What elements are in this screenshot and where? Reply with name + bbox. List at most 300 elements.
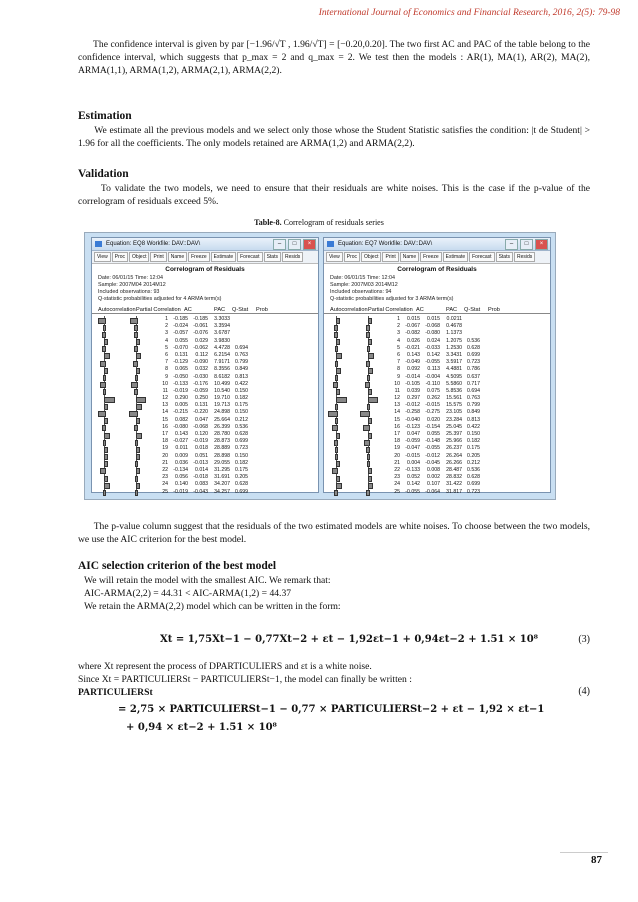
table-row [324, 395, 550, 402]
lag-cell: 5 [397, 344, 400, 351]
lag-cell: 15 [394, 416, 400, 423]
toolbar-button-resids[interactable]: Resids [282, 252, 303, 262]
close-icon[interactable]: × [535, 239, 548, 250]
table-row [92, 481, 318, 488]
ac-cell: -0.050 [173, 373, 188, 380]
correlation-bars [324, 323, 390, 330]
lag-cell: 22 [394, 466, 400, 473]
column-header: Autocorrelation [330, 307, 368, 313]
ac-cell: -0.019 [173, 387, 188, 394]
pac-cell: -0.154 [425, 423, 440, 430]
prob-cell: 0.694 [467, 387, 480, 394]
ac-cell: -0.134 [173, 466, 188, 473]
ac-cell: 0.131 [175, 351, 188, 358]
table-row [324, 417, 550, 424]
minimize-icon[interactable]: – [505, 239, 518, 250]
correlogram-figure [84, 232, 556, 500]
pac-cell: 0.051 [195, 452, 208, 459]
column-header: Prob [488, 307, 500, 313]
column-header: Q-Stat [464, 307, 481, 313]
aic-paragraph [78, 574, 590, 613]
correlation-bars [324, 481, 390, 488]
window-titlebar[interactable] [324, 238, 550, 251]
qstat-cell: 6.2154 [214, 351, 230, 358]
ac-bar [103, 490, 107, 496]
table-row [92, 409, 318, 416]
ac-cell: -0.014 [405, 373, 420, 380]
prob-cell: 0.699 [467, 481, 480, 488]
pac-cell: -0.055 [425, 359, 440, 366]
qstat-cell: 3.5917 [446, 359, 462, 366]
qstat-cell: 34.207 [214, 481, 230, 488]
qstat-cell: 5.8536 [446, 387, 462, 394]
pac-cell: -0.004 [425, 373, 440, 380]
pac-cell: 0.018 [195, 445, 208, 452]
prob-cell: 0.205 [467, 452, 480, 459]
toolbar-button-object[interactable]: Object [361, 252, 381, 262]
footer-divider [560, 852, 608, 853]
prob-cell: 0.150 [467, 431, 480, 437]
table-row [324, 467, 550, 474]
qstat-cell: 0.4678 [446, 323, 462, 330]
table-row [92, 431, 318, 438]
where-paragraph [78, 660, 590, 699]
toolbar-button-print[interactable]: Print [150, 252, 166, 262]
table-row [92, 323, 318, 330]
prob-cell: 0.182 [235, 459, 248, 466]
prob-cell: 0.694 [235, 344, 248, 351]
journal-header: International Journal of Economics and Financial Research, 2016, 2(5): 79-98 [318, 8, 620, 18]
ac-cell: -0.027 [173, 438, 188, 445]
lag-cell: 11 [162, 387, 168, 394]
lag-cell: 3 [397, 330, 400, 337]
correlation-bars [92, 424, 158, 431]
correlation-bars [324, 345, 390, 352]
toolbar-button-view[interactable]: View [326, 252, 343, 262]
qstat-cell: 15.561 [446, 395, 462, 402]
pac-cell: 0.112 [195, 351, 208, 358]
correlogram-title: Correlogram of Residuals [165, 266, 245, 273]
table-caption [0, 218, 638, 227]
table-row [324, 323, 550, 330]
correlation-bars [92, 417, 158, 424]
toolbar-button-stats[interactable]: Stats [264, 252, 281, 262]
qstat-cell: 28.780 [214, 431, 230, 437]
prob-cell: 0.723 [467, 359, 480, 366]
qstat-cell: 34.257 [214, 488, 230, 495]
toolbar-button-freeze[interactable]: Freeze [188, 252, 210, 262]
ac-cell: 0.026 [407, 337, 420, 344]
pac-cell: -0.076 [193, 330, 208, 337]
table-row [324, 366, 550, 373]
particuliers-label: PARTICULIERSt [78, 687, 153, 698]
table-label: Table-8. [254, 218, 282, 227]
toolbar-button-forecast[interactable]: Forecast [469, 252, 494, 262]
table-row [324, 489, 550, 496]
qstat-cell: 25.664 [214, 416, 230, 423]
qstat-cell: 28.873 [214, 438, 230, 445]
toolbar-button-stats[interactable]: Stats [496, 252, 513, 262]
correlation-bars [324, 474, 390, 481]
toolbar-button-resids[interactable]: Resids [514, 252, 535, 262]
table-row [92, 417, 318, 424]
lag-cell: 2 [397, 323, 400, 330]
toolbar-button-object[interactable]: Object [129, 252, 149, 262]
prob-cell: 0.637 [467, 373, 480, 380]
lag-cell: 6 [165, 351, 168, 358]
correlation-bars [324, 445, 390, 452]
pac-cell: 0.047 [195, 416, 208, 423]
ac-cell: -0.070 [173, 344, 188, 351]
toolbar-button-proc[interactable]: Proc [112, 252, 128, 262]
qstat-cell: 10.540 [214, 387, 230, 394]
pac-cell: -0.080 [425, 330, 440, 337]
qstat-cell: 4.4881 [446, 366, 462, 373]
ac-cell: -0.049 [405, 359, 420, 366]
qstat-cell: 31.422 [446, 481, 462, 488]
ac-cell: 0.009 [175, 452, 188, 459]
toolbar-button-view[interactable]: View [94, 252, 111, 262]
minimize-icon[interactable]: – [273, 239, 286, 250]
correlogram-rows [324, 314, 550, 496]
lag-cell: 4 [165, 337, 168, 344]
prob-cell [462, 330, 480, 337]
qstat-cell: 28.487 [446, 466, 462, 473]
pac-cell: 0.142 [427, 351, 440, 358]
correlation-bars [324, 395, 390, 402]
ac-cell: -0.133 [173, 380, 188, 387]
prob-cell: 0.799 [467, 402, 480, 409]
correlation-bars [324, 402, 390, 409]
pac-cell: 0.020 [427, 416, 440, 423]
ac-cell: -0.024 [173, 323, 188, 330]
ac-cell: -0.021 [405, 344, 420, 351]
lag-cell: 8 [165, 366, 168, 373]
table-row [324, 453, 550, 460]
table-row [92, 460, 318, 467]
pac-cell: -0.045 [425, 459, 440, 466]
ac-cell: -0.057 [173, 330, 188, 337]
qstat-cell: 1.1373 [446, 330, 462, 337]
pac-cell: -0.061 [193, 323, 208, 330]
toolbar-button-freeze[interactable]: Freeze [420, 252, 442, 262]
table-row [324, 352, 550, 359]
pac-bar [135, 490, 139, 496]
pac-cell: -0.013 [193, 459, 208, 466]
window-titlebar[interactable] [92, 238, 318, 251]
pac-cell: -0.043 [193, 488, 208, 495]
correlation-bars [92, 359, 158, 366]
ac-cell: 0.047 [407, 431, 420, 437]
ac-cell: 0.005 [175, 402, 188, 409]
table-row [324, 460, 550, 467]
lag-cell: 21 [394, 459, 400, 466]
column-header: AC [416, 307, 424, 313]
pac-cell: -0.110 [425, 380, 440, 387]
table-row [92, 489, 318, 496]
info-line: Included observations: 94 [330, 289, 392, 295]
prob-cell: 0.849 [467, 409, 480, 416]
prob-cell: 0.212 [235, 416, 248, 423]
qstat-cell: 23.105 [446, 409, 462, 416]
info-line: Included observations: 93 [98, 289, 160, 295]
lag-cell: 9 [397, 373, 400, 380]
ac-cell: 0.015 [407, 316, 420, 322]
pac-cell: 0.029 [195, 337, 208, 344]
ac-cell: 0.082 [175, 416, 188, 423]
prob-cell: 0.799 [235, 359, 248, 366]
correlation-bars [92, 474, 158, 481]
table-row [324, 316, 550, 323]
lag-cell: 14 [394, 409, 400, 416]
equation-icon [327, 241, 334, 247]
correlation-bars [92, 460, 158, 467]
ac-cell: -0.015 [405, 452, 420, 459]
pac-cell: -0.220 [193, 409, 208, 416]
lag-cell: 7 [165, 359, 168, 366]
ac-cell: -0.082 [405, 330, 420, 337]
correlation-bars [324, 417, 390, 424]
table-row [92, 316, 318, 323]
prob-cell [462, 316, 480, 323]
pvalue-text: The p-value column suggest that the residuals of the two estimated models are white noises. To choose between the two models, we use the AIC criterion for the best model. [78, 521, 591, 545]
lag-cell: 18 [394, 438, 400, 445]
eq8-window[interactable] [91, 237, 319, 493]
qstat-cell: 8.3556 [214, 366, 230, 373]
toolbar-button-print[interactable]: Print [382, 252, 398, 262]
toolbar-button-name[interactable]: Name [400, 252, 419, 262]
lag-cell: 17 [162, 431, 168, 437]
pac-cell: 0.120 [195, 431, 208, 437]
equation-3: Xt = 1,75Xt−1 − 0,77Xt−2 + εt − 1,92εt−1 + 0,94εt−2 + 1.51 × 10⁸ [160, 634, 539, 645]
correlation-bars [92, 445, 158, 452]
correlation-bars [92, 388, 158, 395]
qstat-cell: 26.237 [446, 445, 462, 452]
correlation-bars [92, 453, 158, 460]
table-row [324, 359, 550, 366]
lag-cell: 25 [162, 488, 168, 495]
lag-cell: 10 [162, 380, 168, 387]
qstat-cell: 24.898 [214, 409, 230, 416]
column-header: AC [184, 307, 192, 313]
correlogram-header [324, 307, 550, 314]
pac-cell: -0.064 [425, 488, 440, 495]
correlation-bars [92, 374, 158, 381]
prob-cell: 0.536 [467, 466, 480, 473]
info-line: Q-statistic probabilities adjusted for 3 ARMA term(s) [330, 296, 454, 302]
toolbar-button-proc[interactable]: Proc [344, 252, 360, 262]
prob-cell [462, 323, 480, 330]
pac-cell: -0.033 [425, 344, 440, 351]
ac-cell: -0.215 [173, 409, 188, 416]
table-row [92, 366, 318, 373]
correlation-bars [92, 438, 158, 445]
qstat-cell: 28.898 [214, 452, 230, 459]
prob-cell: 0.786 [467, 366, 480, 373]
lag-cell: 5 [165, 344, 168, 351]
aic-line1: We will retain the model with the smallest AIC. We remark that: [84, 575, 331, 586]
equation-4-line1: = 2,75 × PARTICULIERSt−1 − 0,77 × PARTICULIERSt−2 + εt − 1,92 × εt−1 [118, 704, 545, 715]
correlation-bars [92, 409, 158, 416]
lag-cell: 16 [394, 423, 400, 430]
pac-cell: 0.113 [427, 366, 440, 373]
prob-cell [230, 323, 248, 330]
qstat-cell: 5.5860 [446, 380, 462, 387]
prob-cell: 0.422 [235, 380, 248, 387]
eq7-window[interactable] [323, 237, 551, 493]
toolbar-button-name[interactable]: Name [168, 252, 187, 262]
aic-line2: AIC-ARMA(2,2) = 44.31 < AIC-ARMA(1,2) = 44.37 [84, 588, 292, 599]
prob-cell: 0.723 [467, 488, 480, 495]
table-row [324, 431, 550, 438]
lag-cell: 19 [162, 445, 168, 452]
ac-cell: -0.019 [173, 488, 188, 495]
pac-cell: -0.059 [193, 387, 208, 394]
qstat-cell: 26.266 [446, 459, 462, 466]
table-row [92, 388, 318, 395]
ac-cell: 0.290 [175, 395, 188, 402]
table-row [324, 445, 550, 452]
aic-line3: We retain the ARMA(2,2) model which can be written in the form: [84, 601, 341, 612]
prob-cell: 0.422 [467, 423, 480, 430]
ac-cell: 0.092 [407, 366, 420, 373]
since-text: Since Xt = PARTICULIERSt − PARTICULIERSt−1, the model can finally be written : [78, 674, 412, 685]
ac-cell: 0.052 [407, 474, 420, 481]
correlogram-rows [92, 314, 318, 496]
prob-cell: 0.813 [467, 416, 480, 423]
window-title: Equation: EQ7 Workfile: DAV::DAV\ [338, 241, 433, 247]
pac-cell: -0.185 [193, 316, 208, 322]
column-header: PAC [214, 307, 226, 313]
column-header: PAC [446, 307, 458, 313]
correlation-bars [324, 424, 390, 431]
ac-cell: -0.185 [173, 316, 188, 322]
table-row [324, 374, 550, 381]
maximize-icon[interactable]: □ [520, 239, 533, 250]
lag-cell: 2 [165, 323, 168, 330]
qstat-cell: 3.3033 [214, 316, 230, 322]
column-header: Q-Stat [232, 307, 249, 313]
pac-cell: 0.008 [427, 466, 440, 473]
prob-cell: 0.150 [235, 452, 248, 459]
correlation-bars [324, 330, 390, 337]
prob-cell [230, 330, 248, 337]
correlation-bars [92, 395, 158, 402]
lag-cell: 13 [394, 402, 400, 409]
prob-cell: 0.536 [235, 423, 248, 430]
lag-cell: 22 [162, 466, 168, 473]
qstat-cell: 29.055 [214, 459, 230, 466]
lag-cell: 21 [162, 459, 168, 466]
correlation-bars [324, 460, 390, 467]
qstat-cell: 4.4728 [214, 344, 230, 351]
prob-cell: 0.175 [467, 445, 480, 452]
lag-cell: 20 [394, 452, 400, 459]
table-row [324, 345, 550, 352]
correlation-bars [92, 345, 158, 352]
pac-bar [366, 490, 370, 496]
lag-cell: 25 [394, 488, 400, 495]
table-row [92, 359, 318, 366]
equation-4-number: (4) [578, 686, 590, 697]
table-row [324, 438, 550, 445]
correlation-bars [92, 431, 158, 438]
pac-cell: -0.030 [193, 373, 208, 380]
toolbar-button-forecast[interactable]: Forecast [237, 252, 262, 262]
qstat-cell: 8.6182 [214, 373, 230, 380]
lag-cell: 1 [165, 316, 168, 322]
ac-cell: 0.011 [175, 445, 188, 452]
table-row [92, 467, 318, 474]
lag-cell: 24 [394, 481, 400, 488]
toolbar-button-estimate[interactable]: Estimate [211, 252, 236, 262]
ac-cell: 0.143 [407, 351, 420, 358]
lag-cell: 7 [397, 359, 400, 366]
table-row [92, 474, 318, 481]
table-row [92, 330, 318, 337]
validation-text: To validate the two models, we need to ensure that their residuals are white noises. This is the case if the p-value of the correlogram of residuals exceed 5%. [78, 183, 591, 207]
lag-cell: 15 [162, 416, 168, 423]
lag-cell: 12 [394, 395, 400, 402]
table-row [92, 338, 318, 345]
qstat-cell: 31.691 [214, 474, 230, 481]
lag-cell: 20 [162, 452, 168, 459]
prob-cell: 0.699 [467, 351, 480, 358]
correlation-bars [324, 316, 390, 323]
pvalue-paragraph [78, 520, 590, 546]
table-row [324, 481, 550, 488]
ac-cell: 0.142 [407, 481, 420, 488]
info-line: Sample: 2007M03 2014M12 [330, 282, 398, 288]
column-header: Autocorrelation [98, 307, 136, 313]
pac-cell: 0.014 [195, 466, 208, 473]
table-row [324, 424, 550, 431]
prob-cell: 0.699 [235, 488, 248, 495]
validation-heading: Validation [78, 168, 129, 180]
pac-cell: -0.275 [425, 409, 440, 416]
lag-cell: 10 [394, 380, 400, 387]
paragraph-confidence-interval [78, 38, 590, 77]
table-row [324, 474, 550, 481]
lag-cell: 4 [397, 337, 400, 344]
column-header: Partial Correlation [136, 307, 181, 313]
lag-cell: 23 [394, 474, 400, 481]
qstat-cell: 3.6787 [214, 330, 230, 337]
ac-cell: 0.143 [175, 431, 188, 437]
equation-3-number: (3) [578, 634, 590, 645]
prob-cell: 0.699 [235, 438, 248, 445]
maximize-icon[interactable]: □ [288, 239, 301, 250]
prob-cell: 0.723 [235, 445, 248, 452]
pac-cell: 0.250 [195, 395, 208, 402]
close-icon[interactable]: × [303, 239, 316, 250]
lag-cell: 16 [162, 423, 168, 430]
prob-cell [230, 316, 248, 323]
lag-cell: 6 [397, 351, 400, 358]
qstat-cell: 26.399 [214, 423, 230, 430]
pac-cell: 0.015 [427, 316, 440, 322]
ac-bar [334, 490, 338, 496]
correlation-bars [324, 338, 390, 345]
lag-cell: 12 [162, 395, 168, 402]
pac-cell: 0.032 [195, 366, 208, 373]
ac-cell: 0.039 [407, 387, 420, 394]
toolbar-button-estimate[interactable]: Estimate [443, 252, 468, 262]
column-header: Partial Correlation [368, 307, 413, 313]
window-title: Equation: EQ8 Workfile: DAV::DAV\ [106, 241, 201, 247]
lag-cell: 14 [162, 409, 168, 416]
lag-cell: 24 [162, 481, 168, 488]
